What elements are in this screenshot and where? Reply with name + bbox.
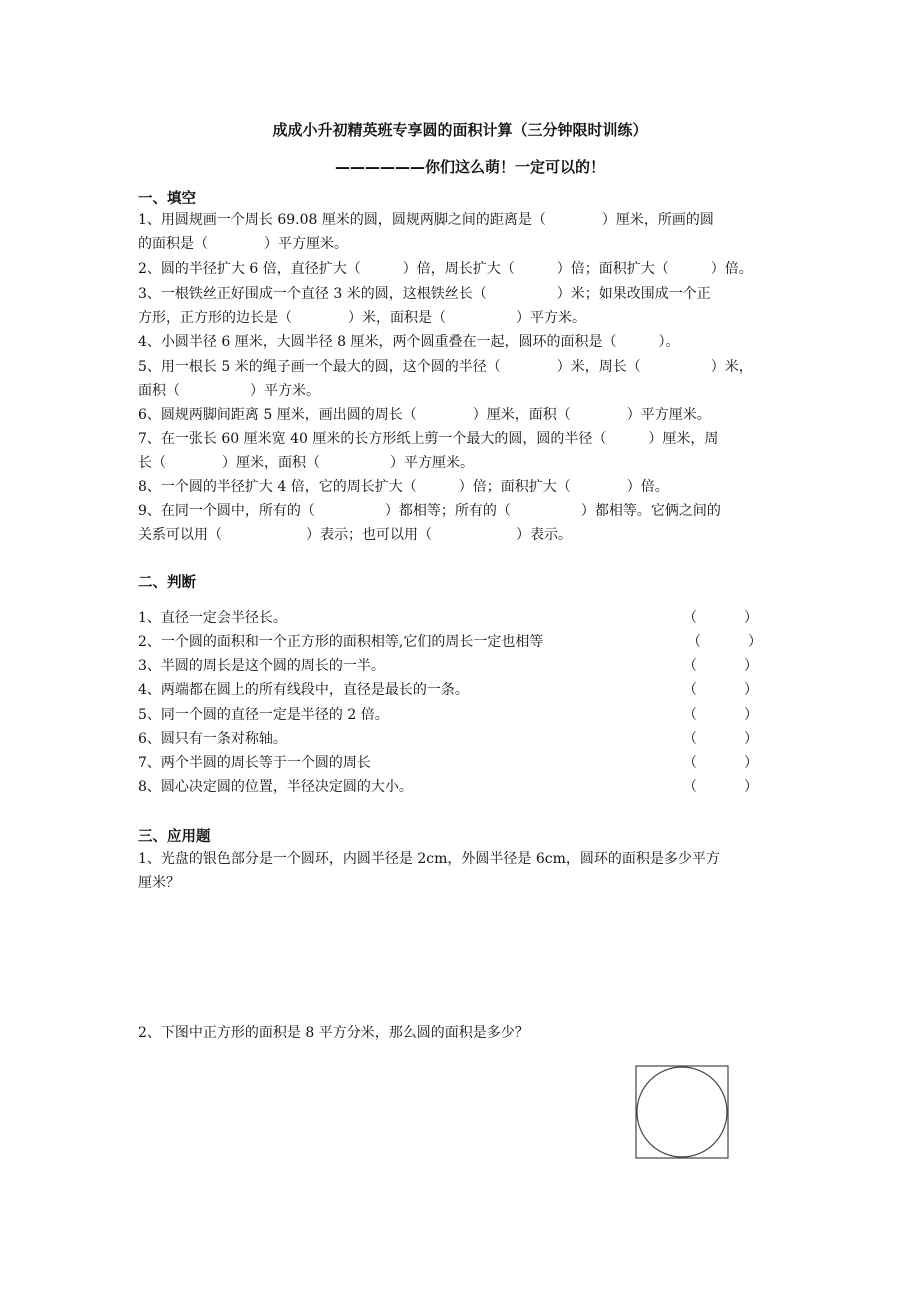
judge-statement: 1、直径一定会半径长。 bbox=[138, 610, 287, 626]
judge-item: 4、两端都在圆上的所有线段中，直径是最长的一条。 （ ） bbox=[138, 678, 788, 702]
section-application-heading: 三、应用题 bbox=[138, 829, 211, 845]
judge-statement: 3、半圆的周长是这个圆的周长的一半。 bbox=[138, 658, 385, 674]
judge-statement: 6、圆只有一条对称轴。 bbox=[138, 731, 287, 747]
fill-blank-q5-line1: 5、用一根长 5 米的绳子画一个最大的圆，这个圆的半径（ ）米，周长（ ）米， bbox=[138, 359, 753, 375]
fill-blank-q1-line2: 的面积是（ ）平方厘米。 bbox=[138, 236, 348, 252]
section-judge-heading: 二、判断 bbox=[138, 575, 196, 591]
judge-statement: 8、圆心决定圆的位置，半径决定圆的大小。 bbox=[138, 779, 413, 795]
fill-blank-q3-line2: 方形，正方形的边长是（ ）米，面积是（ ）平方米。 bbox=[138, 310, 586, 326]
fill-blank-q9-line2: 关系可以用（ ）表示；也可以用（ ）表示。 bbox=[138, 527, 572, 543]
page-subtitle: ——————你们这么萌！一定可以的！ bbox=[334, 158, 605, 176]
fill-blank-q1-line1: 1、用圆规画一个周长 69.08 厘米的圆，圆规两脚之间的距离是（ ）厘米，所画的圆 bbox=[138, 212, 714, 228]
fill-blank-q6: 6、圆规两脚间距离 5 厘米，画出圆的周长（ ）厘米，面积（ ）平方厘米。 bbox=[138, 407, 711, 423]
fill-blank-q9-line1: 9、在同一个圆中，所有的（ ）都相等；所有的（ ）都相等。它俩之间的 bbox=[138, 503, 721, 519]
section-fill-blank-heading: 一、填空 bbox=[138, 191, 196, 207]
fill-blank-q5-line2: 面积（ ）平方米。 bbox=[138, 383, 320, 399]
application-q2: 2、下图中正方形的面积是 8 平方分米，那么圆的面积是多少？ bbox=[138, 1025, 529, 1041]
judge-statement: 4、两端都在圆上的所有线段中，直径是最长的一条。 bbox=[138, 682, 469, 698]
fill-blank-q8: 8、一个圆的半径扩大 4 倍，它的周长扩大（ ）倍；面积扩大（ ）倍。 bbox=[138, 479, 669, 495]
judge-item: 2、一个圆的面积和一个正方形的面积相等,它们的周长一定也相等 （ ） bbox=[138, 630, 788, 654]
page-title: 成成小升初精英班专享圆的面积计算（三分钟限时训练） bbox=[272, 121, 648, 139]
judge-statement: 5、同一个圆的直径一定是半径的 2 倍。 bbox=[138, 707, 389, 723]
fill-blank-q7-line2: 长（ ）厘米，面积（ ）平方厘米。 bbox=[138, 455, 474, 471]
judge-item: 8、圆心决定圆的位置，半径决定圆的大小。 （ ） bbox=[138, 775, 788, 799]
application-q1-line1: 1、光盘的银色部分是一个圆环，内圆半径是 2cm，外圆半径是 6cm，圆环的面积是多少平方 bbox=[138, 851, 720, 867]
square-with-inscribed-circle-figure bbox=[635, 1060, 729, 1160]
fill-blank-q2: 2、圆的半径扩大 6 倍，直径扩大（ ）倍，周长扩大（ ）倍；面积扩大（ ）倍。 bbox=[138, 261, 753, 277]
judge-item: 1、直径一定会半径长。 （ ） bbox=[138, 606, 788, 630]
judge-item: 3、半圆的周长是这个圆的周长的一半。 （ ） bbox=[138, 654, 788, 678]
fill-blank-q3-line1: 3、一根铁丝正好围成一个直径 3 米的圆，这根铁丝长（ ）米；如果改围成一个正 bbox=[138, 286, 711, 302]
fill-blank-q7-line1: 7、在一张长 60 厘米宽 40 厘米的长方形纸上剪一个最大的圆，圆的半径（ ）厘米，周 bbox=[138, 431, 719, 447]
judge-item: 5、同一个圆的直径一定是半径的 2 倍。 （ ） bbox=[138, 703, 788, 727]
judge-item: 7、两个半圆的周长等于一个圆的周长 （ ） bbox=[138, 751, 788, 775]
judge-statement: 7、两个半圆的周长等于一个圆的周长 bbox=[138, 755, 371, 771]
fill-blank-q4: 4、小圆半径 6 厘米，大圆半径 8 厘米，两个圆重叠在一起，圆环的面积是（ ）。 bbox=[138, 334, 680, 350]
judge-item: 6、圆只有一条对称轴。 （ ） bbox=[138, 727, 788, 751]
judge-statement: 2、一个圆的面积和一个正方形的面积相等,它们的周长一定也相等 bbox=[138, 634, 544, 650]
inscribed-circle-shape bbox=[637, 1067, 727, 1157]
application-q1-line2: 厘米？ bbox=[138, 875, 180, 891]
